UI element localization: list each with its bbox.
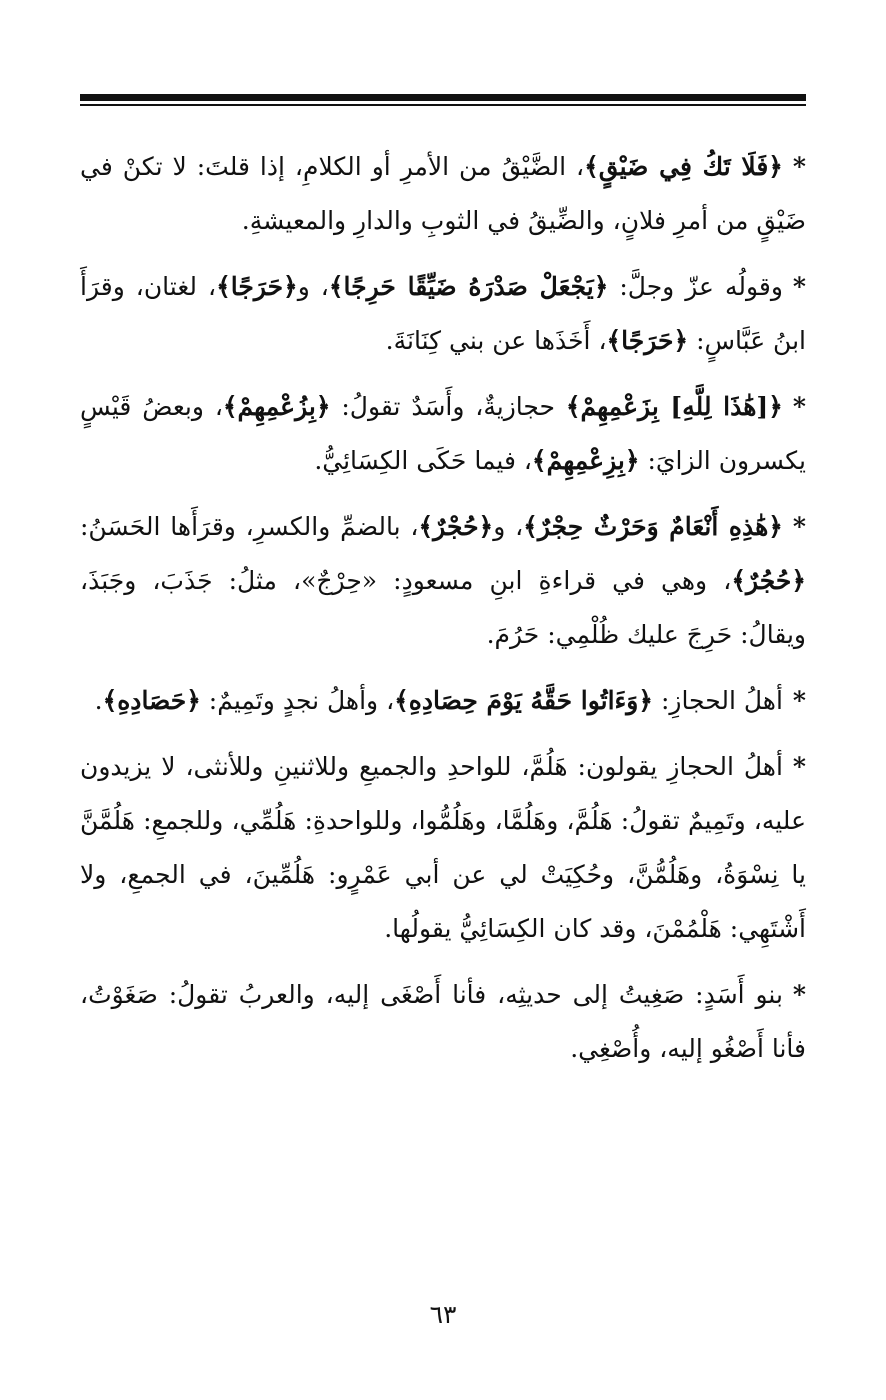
header-rule-thick — [80, 94, 806, 101]
page-number: ٦٣ — [429, 1300, 457, 1329]
commentary-text: ، وأهلُ نجدٍ وتَمِيمٌ: — [200, 686, 395, 715]
commentary-text: . — [94, 686, 103, 715]
header-rule-thin — [80, 104, 806, 106]
commentary-text: ، فيما حَكَى الكِسَائِيُّ. — [314, 446, 532, 475]
quran-quote: ﴿بِزُعْمِهِمْ﴾ — [222, 392, 331, 421]
commentary-text: ، وبعضُ قَيْسٍ يكسرون الزايَ: — [80, 392, 806, 475]
entry-bullet-star: * — [792, 686, 806, 715]
commentary-text: أهلُ الحجازِ يقولون: هَلُمَّ، للواحدِ والجميعِ وللاثنينِ وللأنثى، لا يزيدون عليه، وتَمِيمٌ تقولُ: هَلُمَّ، وهَلُمَّا، وهَلُمُّوا، وللواحدةِ: هَلُمِّي، وللجمعِ: هَلُمَّنَّ يا نِسْوَةُ، وهَلُمُّنَّ، وحُكِيَتْ لي عن أبي عَمْرٍو: هَلُمِّينَ، في الجمعِ، ولا أَشْتَهِي: هَلْمُمْنَ، وقد كان الكِسَائِيُّ يقولُها. — [80, 752, 806, 943]
entry-bullet-star: * — [792, 272, 806, 301]
quran-quote: ﴿حَصَادِهِ﴾ — [102, 686, 201, 715]
entry-bullet-star: * — [792, 752, 806, 781]
entry-paragraph — [80, 260, 806, 368]
quran-quote: ﴿بِزِعْمِهِمْ﴾ — [531, 446, 640, 475]
entry-paragraph — [80, 968, 806, 1076]
commentary-text: أهلُ الحجازِ: — [653, 686, 783, 715]
quran-quote: ﴿يَجْعَلْ صَدْرَهُ ضَيِّقًا حَرِجًا﴾ — [328, 272, 609, 301]
entry-paragraph — [80, 500, 806, 662]
entry-paragraph — [80, 740, 806, 956]
quran-quote: ﴿هَٰذِهِ أَنْعَامٌ وَحَرْثٌ حِجْرٌ﴾ — [523, 512, 783, 541]
commentary-text: ، الضَّيْقُ من الأمرِ أو الكلامِ، إذا قلتَ: لا تكنْ في ضَيْقٍ من أمرِ فلانٍ، والضِّيقُ في الثوبِ والدارِ والمعيشةِ. — [80, 152, 806, 235]
entry-paragraph — [80, 140, 806, 248]
entry-paragraph — [80, 674, 806, 728]
entry-bullet-star: * — [792, 152, 806, 181]
commentary-text: ، وهي في قراءةِ ابنِ مسعودٍ: «حِرْجٌ»، مثلُ: جَذَبَ، وجَبَذَ، ويقالُ: حَرِجَ عليك ظُلْمِي: حَرُمَ. — [80, 566, 806, 649]
entry-bullet-star: * — [792, 392, 806, 421]
quran-quote: ﴿وَءَاتُوا حَقَّهُ يَوْمَ حِصَادِهِ﴾ — [394, 686, 653, 715]
quran-quote: ﴿فَلَا تَكُ فِي ضَيْقٍ﴾ — [584, 152, 783, 181]
commentary-text: ، و — [297, 272, 329, 301]
page-body-text — [80, 140, 806, 1088]
quran-quote: ﴿حُجْرٌ﴾ — [418, 512, 494, 541]
quran-quote: ﴿حَرَجًا﴾ — [216, 272, 298, 301]
entry-bullet-star: * — [792, 512, 806, 541]
commentary-text: ، لغتان، وقرَأَ ابنُ عَبَّاسٍ: — [80, 272, 806, 355]
commentary-text: بنو أَسَدٍ: صَغِيتُ إلى حديثِه، فأنا أَصْغَى إليه، والعربُ تقولُ: صَغَوْتُ، فأنا أَصْغُو إليه، وأُصْغِي. — [80, 980, 806, 1063]
entry-paragraph — [80, 380, 806, 488]
commentary-text: ، و — [493, 512, 524, 541]
commentary-text: حجازيةٌ، وأَسَدٌ تقولُ: — [330, 392, 566, 421]
quran-quote: ﴿حُجُرٌ﴾ — [731, 566, 806, 595]
commentary-text: وقولُه عزّ وجلَّ: — [608, 272, 783, 301]
commentary-text: ، أَخَذَها عن بني كِنَانَةَ. — [385, 326, 607, 355]
entry-bullet-star: * — [792, 980, 806, 1009]
quran-quote: ﴿حَرَجًا﴾ — [606, 326, 689, 355]
commentary-text: ، بالضمِّ والكسرِ، وقرَأَها الحَسَنُ: — [80, 512, 419, 541]
quran-quote: ﴿[هَٰذَا لِلَّهِ] بِزَعْمِهِمْ﴾ — [565, 392, 783, 421]
